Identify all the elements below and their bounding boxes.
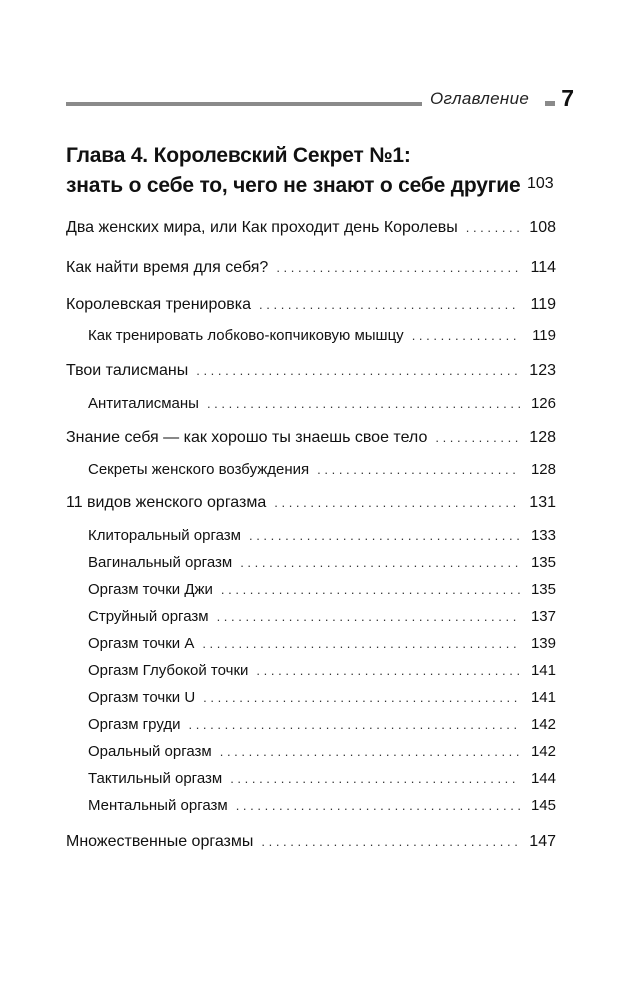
toc-entry-page: 145 <box>530 797 556 814</box>
toc-entry-label: Оргазм груди <box>88 716 181 733</box>
toc-subentry[interactable] <box>88 552 556 574</box>
toc-entry-page: 128 <box>529 429 556 446</box>
toc-subentry[interactable] <box>88 687 556 709</box>
toc-subentry[interactable] <box>88 525 556 547</box>
toc-entry-label: Знание себя — как хорошо ты знаешь свое тело <box>66 429 428 446</box>
toc-dot-leader <box>236 795 520 817</box>
toc-dot-leader <box>276 257 520 279</box>
toc-dot-leader <box>220 741 520 763</box>
toc-subentry[interactable] <box>88 741 556 763</box>
toc-entry-label: Оргазм точки А <box>88 635 195 652</box>
toc-entry[interactable] <box>66 831 556 853</box>
toc-dot-leader <box>207 393 520 415</box>
toc-dot-leader <box>412 325 520 347</box>
toc-entry-label: Два женских мира, или Как проходит день Королевы <box>66 219 458 236</box>
toc-dot-leader <box>240 552 520 574</box>
toc-entry-page: 142 <box>530 743 556 760</box>
toc-entry-page: 123 <box>529 362 556 379</box>
chapter-page-number: 103 <box>527 175 554 192</box>
toc-entry-label: Твои талисманы <box>66 362 189 379</box>
toc-entry-page: 135 <box>530 554 556 571</box>
toc-subentry[interactable] <box>88 325 556 347</box>
toc-dot-leader <box>249 525 520 547</box>
toc-dot-leader <box>256 660 520 682</box>
toc-subentry[interactable] <box>88 633 556 655</box>
toc-entry-page: 141 <box>530 689 556 706</box>
header-title: Оглавление <box>430 89 530 108</box>
toc-dot-leader <box>202 633 520 655</box>
toc-entry-page: 119 <box>532 327 556 344</box>
toc-entry[interactable] <box>66 217 556 239</box>
toc-entry-page: 135 <box>530 581 556 598</box>
toc-entry[interactable] <box>66 257 556 279</box>
toc-entry-label: Королевская тренировка <box>66 296 252 313</box>
toc-entry[interactable] <box>66 360 556 382</box>
toc-entry-label: Оргазм точки U <box>88 689 196 706</box>
toc-dot-leader <box>261 831 520 853</box>
chapter-title-line-1: Глава 4. Королевский Секрет №1: <box>66 144 411 167</box>
toc-entry-page: 119 <box>530 296 556 313</box>
toc-entry[interactable] <box>66 427 556 449</box>
toc-dot-leader <box>435 427 520 449</box>
toc-entry-label: Струйный оргазм <box>88 608 209 625</box>
toc-dot-leader <box>466 217 520 239</box>
toc-subentry[interactable] <box>88 459 556 481</box>
toc-entry-label: 11 видов женского оргазма <box>66 494 267 511</box>
toc-entry-label: Оральный оргазм <box>88 743 212 760</box>
toc-dot-leader <box>317 459 520 481</box>
toc-entry-label: Оргазм Глубокой точки <box>88 662 249 679</box>
toc-entry-label: Оргазм точки Джи <box>88 581 213 598</box>
toc-dot-leader <box>203 687 520 709</box>
running-header <box>66 85 574 114</box>
toc-entry-label: Тактильный оргазм <box>88 770 223 787</box>
toc-dot-leader <box>188 714 520 736</box>
toc-dot-leader <box>217 606 520 628</box>
toc-subentry[interactable] <box>88 660 556 682</box>
toc-entry-page: 139 <box>530 635 556 652</box>
toc-entry-label: Секреты женского возбуждения <box>88 461 310 478</box>
toc-dot-leader <box>274 492 520 514</box>
toc-entry-label: Как найти время для себя? <box>66 259 269 276</box>
toc-entry-label: Ментальный оргазм <box>88 797 228 814</box>
toc-entry[interactable] <box>66 294 556 316</box>
toc-entry-page: 128 <box>530 461 556 478</box>
toc-entry-page: 126 <box>530 395 556 412</box>
header-page-number: 7 <box>561 85 574 111</box>
toc-entry-page: 144 <box>530 770 556 787</box>
toc-entry[interactable] <box>66 492 556 514</box>
header-rule <box>66 102 422 106</box>
toc-entry-label: Как тренировать лобково-копчиковую мышцу <box>88 327 404 344</box>
header-separator <box>545 101 555 106</box>
toc-subentry[interactable] <box>88 795 556 817</box>
toc-dot-leader <box>221 579 520 601</box>
toc-entry-page: 133 <box>530 527 556 544</box>
toc-dot-leader <box>230 768 520 790</box>
toc-entry-page: 114 <box>530 259 556 276</box>
toc-entry-page: 131 <box>529 494 556 511</box>
toc-entry-label: Клиторальный оргазм <box>88 527 241 544</box>
chapter-heading <box>66 141 556 201</box>
toc-subentry[interactable] <box>88 393 556 415</box>
toc-entry-page: 147 <box>529 833 556 850</box>
toc-entry-label: Вагинальный оргазм <box>88 554 233 571</box>
toc-entry-page: 141 <box>530 662 556 679</box>
toc-subentry[interactable] <box>88 606 556 628</box>
chapter-title-line-2: знать о себе то, чего не знают о себе другие <box>66 174 521 197</box>
toc-entry-label: Антиталисманы <box>88 395 199 412</box>
toc-subentry[interactable] <box>88 579 556 601</box>
toc-entry-label: Множественные оргазмы <box>66 833 254 850</box>
toc-entry-page: 137 <box>530 608 556 625</box>
toc-entry-page: 142 <box>530 716 556 733</box>
toc-dot-leader <box>259 294 520 316</box>
toc-subentry[interactable] <box>88 768 556 790</box>
toc-entry-page: 108 <box>529 219 556 236</box>
toc-dot-leader <box>196 360 520 382</box>
toc-subentry[interactable] <box>88 714 556 736</box>
